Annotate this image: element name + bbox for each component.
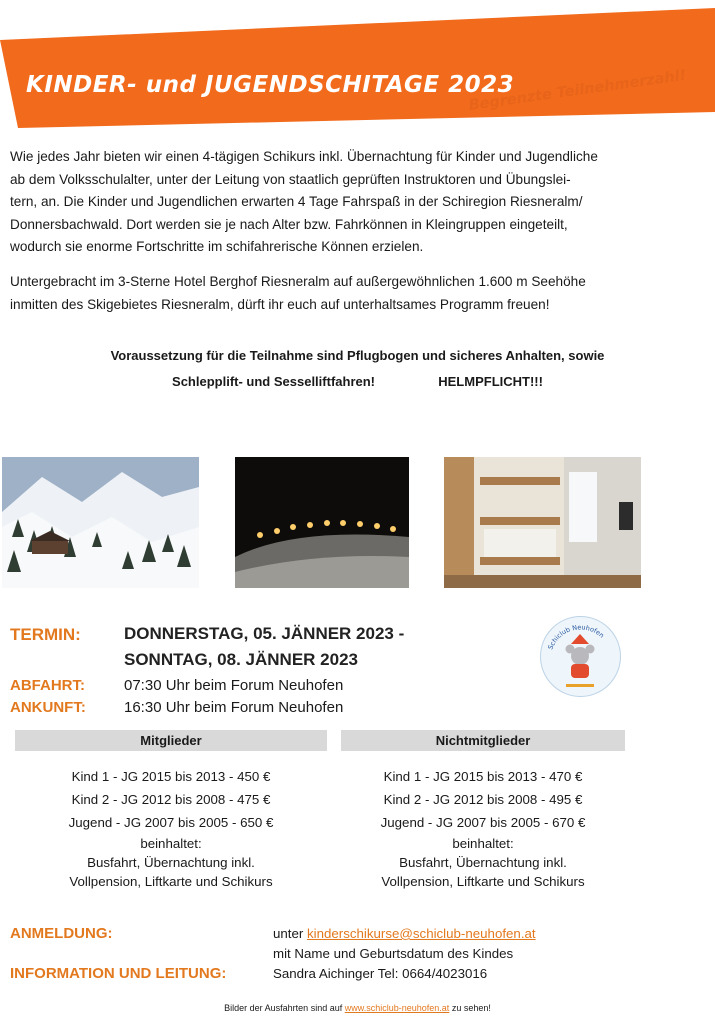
price-item: Jugend - JG 2007 bis 2005 - 670 € <box>380 815 586 830</box>
header-banner <box>0 0 715 128</box>
page-title: KINDER- und JUGENDSCHITAGE 2023 <box>26 72 515 98</box>
includes-line: beinhaltet: <box>452 836 514 851</box>
photo-snowy-resort <box>2 457 199 588</box>
includes-line: beinhaltet: <box>140 836 202 851</box>
members-price-list <box>15 765 327 834</box>
price-item: Kind 1 - JG 2015 bis 2013 - 450 € <box>71 769 271 784</box>
tagline: Begrenzte Teilnehmerzahl! <box>467 67 688 114</box>
abfahrt-label: ABFAHRT: <box>10 677 85 694</box>
photo-night-torch-skiing <box>235 457 409 588</box>
includes-line: Vollpension, Liftkarte und Schikurs <box>381 874 585 889</box>
termin-label: TERMIN: <box>10 625 81 644</box>
members-header: Mitglieder <box>15 730 327 751</box>
price-item: Kind 1 - JG 2015 bis 2013 - 470 € <box>383 769 583 784</box>
members-includes <box>15 834 327 891</box>
includes-line: Vollpension, Liftkarte und Schikurs <box>69 874 273 889</box>
text-line: tern, an. Die Kinder und Jugendlichen erwarten 4 Tage Fahrspaß in der Schiregion Riesneralm/ <box>10 194 583 209</box>
date-start: DONNERSTAG, 05. JÄNNER 2023 - <box>124 624 405 643</box>
non-members-price-list <box>341 765 625 834</box>
svg-text:Schiclub Neuhofen: Schiclub Neuhofen <box>546 623 606 651</box>
ankunft-label: ANKUNFT: <box>10 699 86 716</box>
includes-line: Busfahrt, Übernachtung inkl. <box>87 855 255 870</box>
text-line: Wie jedes Jahr bieten wir einen 4-tägigen Schikurs inkl. Übernachtung für Kinder und Jugendliche <box>10 149 598 164</box>
non-members-header: Nichtmitglieder <box>341 730 625 751</box>
info-label: INFORMATION UND LEITUNG: <box>10 965 227 982</box>
registration-label: ANMELDUNG: <box>10 925 113 942</box>
registration-details: mit Name und Geburtsdatum des Kindes <box>273 946 514 961</box>
includes-line: Busfahrt, Übernachtung inkl. <box>399 855 567 870</box>
photo-hotel-room <box>444 457 641 588</box>
requirements-line-2 <box>0 370 715 394</box>
intro-paragraph-1 <box>10 146 700 259</box>
text-line: inmitten des Skigebietes Riesneralm, dürft ihr euch auf unterhaltsames Programm freuen! <box>10 296 550 312</box>
text-line: ab dem Volksschulalter, unter der Leitung von staatlich geprüften Instruktoren und Übungslei- <box>10 171 571 187</box>
price-item: Jugend - JG 2007 bis 2005 - 650 € <box>68 815 274 830</box>
footer-note <box>0 1003 715 1013</box>
intro-paragraph-2 <box>10 271 700 316</box>
requirements-lifts: Schlepplift- und Sesselliftfahren! <box>172 374 375 389</box>
helmet-notice: HELMPFLICHT!!! <box>438 374 543 389</box>
registration-prefix: unter <box>273 926 304 941</box>
price-item: Kind 2 - JG 2012 bis 2008 - 495 € <box>383 792 583 807</box>
text-line: Donnersbachwald. Dort werden sie je nach Alter bzw. Fahrkönnen in Kleingruppen eingeteilt, <box>10 216 568 232</box>
registration-email-link[interactable]: kinderschikurse@schiclub-neuhofen.at <box>307 926 536 941</box>
club-logo <box>538 614 623 699</box>
contact-info: Sandra Aichinger Tel: 0664/4023016 <box>273 966 488 981</box>
price-item: Kind 2 - JG 2012 bis 2008 - 475 € <box>71 792 271 807</box>
text-line: Untergebracht im 3-Sterne Hotel Berghof Riesneralm auf außergewöhnlichen 1.600 m Seehöhe <box>10 274 586 289</box>
footer-text: Bilder der Ausfahrten sind auf <box>224 1003 343 1013</box>
abfahrt-value: 07:30 Uhr beim Forum Neuhofen <box>124 677 344 694</box>
footer-text-end: zu sehen! <box>451 1003 491 1013</box>
non-members-includes <box>341 834 625 891</box>
registration-line <box>273 926 536 941</box>
requirements-line-1: Voraussetzung für die Teilnahme sind Pflugbogen und sicheres Anhalten, sowie <box>110 348 605 363</box>
text-line: wodurch sie enorme Fortschritte im schifahrerische Können erzielen. <box>10 239 424 254</box>
footer-website-link[interactable]: www.schiclub-neuhofen.at <box>344 1003 450 1013</box>
date-end: SONNTAG, 08. JÄNNER 2023 <box>124 650 358 669</box>
ankunft-value: 16:30 Uhr beim Forum Neuhofen <box>124 699 344 716</box>
